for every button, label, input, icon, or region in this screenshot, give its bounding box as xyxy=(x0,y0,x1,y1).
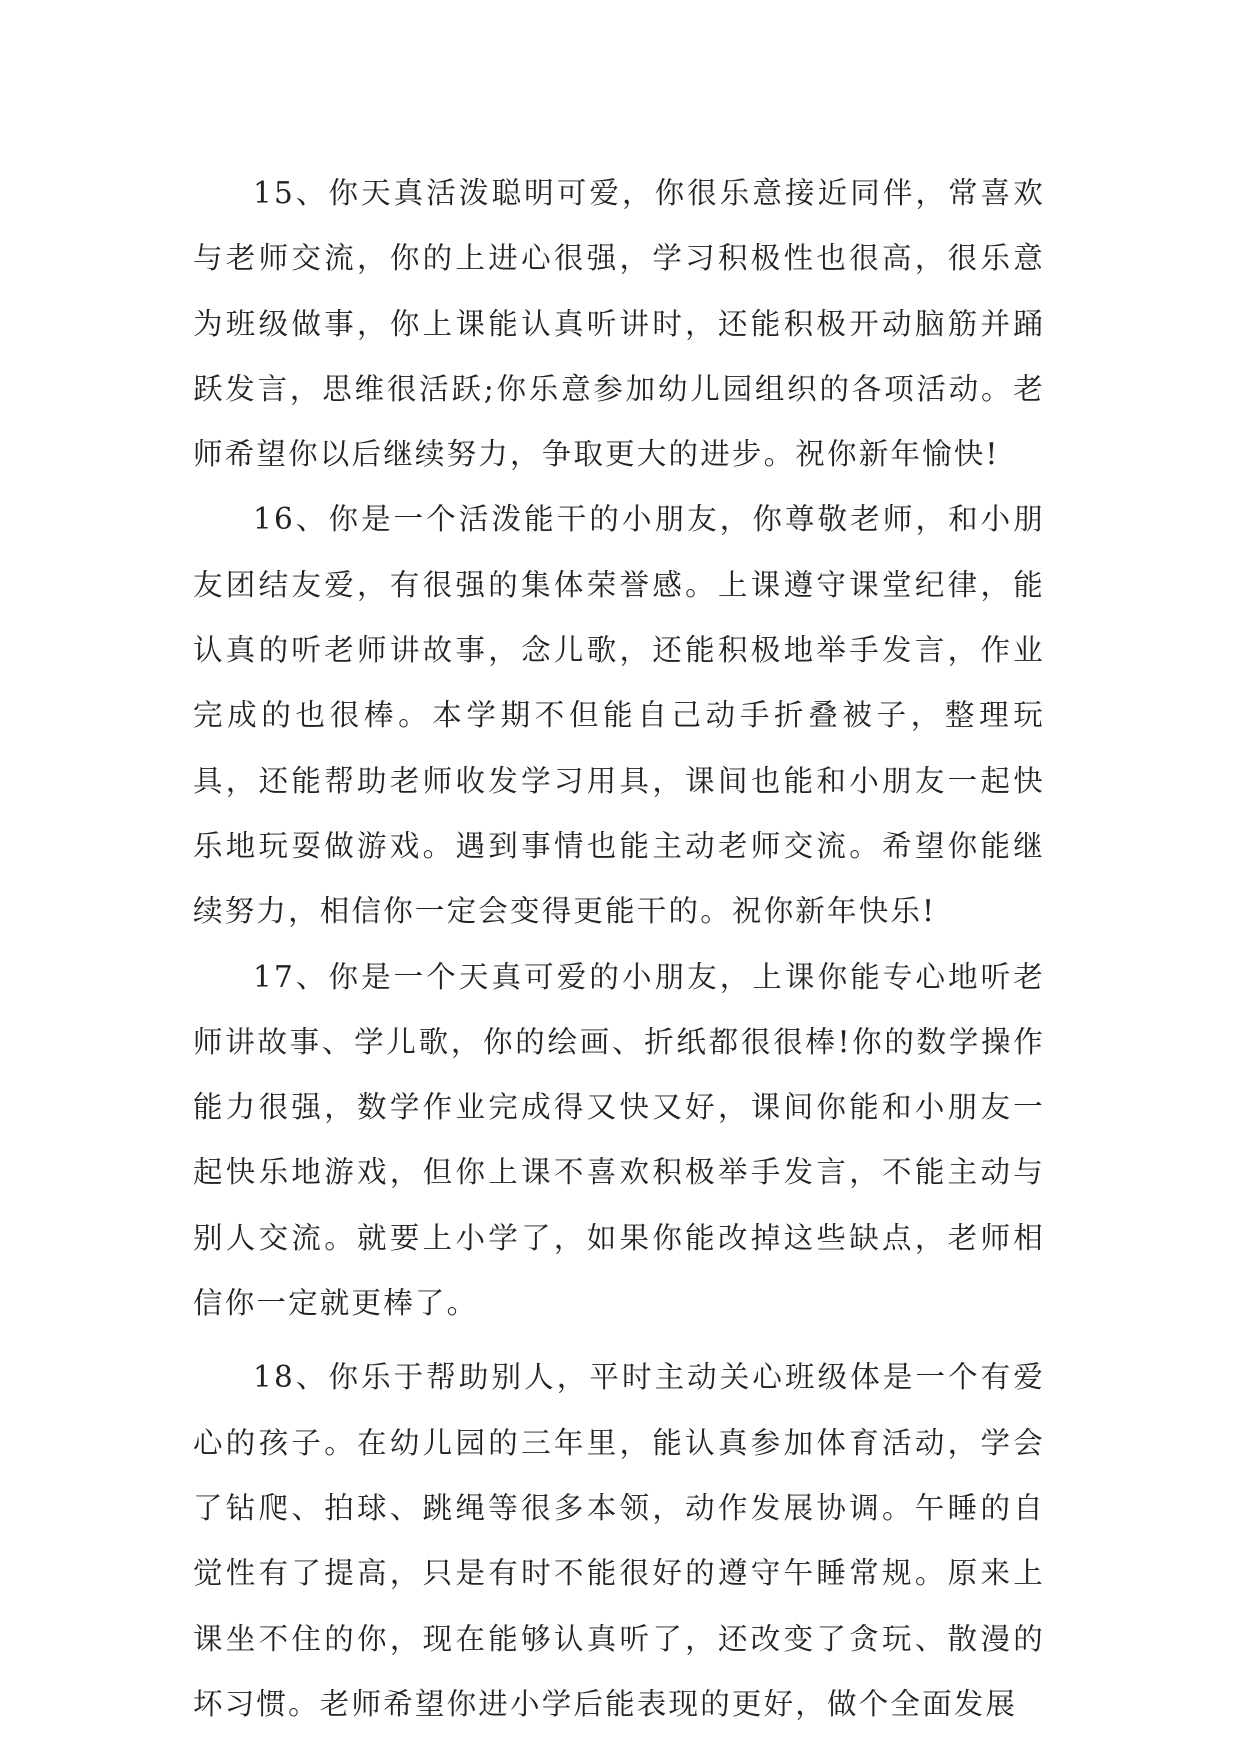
paragraph-17: 17、你是一个天真可爱的小朋友，上课你能专心地听老师讲故事、学儿歌，你的绘画、折纸都很很棒!你的数学操作能力很强，数学作业完成得又快又好，课间你能和小朋友一起快乐地游戏，但你上课不喜欢积极举手发言，不能主动与别人交流。就要上小学了，如果你能改掉这些缺点，老师相信你一定就更棒了。 xyxy=(193,959,1045,1321)
paragraph-18: 18、你乐于帮助别人，平时主动关心班级体是一个有爱心的孩子。在幼儿园的三年里，能认真参加体育活动，学会了钻爬、拍球、跳绳等很多本领，动作发展协调。午睡的自觉性有了提高，只是有时不能很好的遵守午睡常规。原来上课坐不住的你，现在能够认真听了，还改变了贪玩、散漫的坏习惯。老师希望你进小学后能表现的更好，做个全面发展 xyxy=(193,1360,1045,1721)
paragraph-15: 15、你天真活泼聪明可爱，你很乐意接近同伴，常喜欢与老师交流，你的上进心很强，学习积极性也很高，很乐意为班级做事，你上课能认真听讲时，还能积极开动脑筋并踊跃发言，思维很活跃;你乐意参加幼儿园组织的各项活动。老师希望你以后继续努力，争取更大的进步。祝你新年愉快! xyxy=(193,176,1045,472)
document-body xyxy=(193,161,1045,1737)
paragraph-16: 16、你是一个活泼能干的小朋友，你尊敬老师，和小朋友团结友爱，有很强的集体荣誉感。上课遵守课堂纪律，能认真的听老师讲故事，念儿歌，还能积极地举手发言，作业完成的也很棒。本学期不但能自己动手折叠被子，整理玩具，还能帮助老师收发学习用具，课间也能和小朋友一起快乐地玩耍做游戏。遇到事情也能主动老师交流。希望你能继续努力，相信你一定会变得更能干的。祝你新年快乐! xyxy=(193,502,1045,929)
